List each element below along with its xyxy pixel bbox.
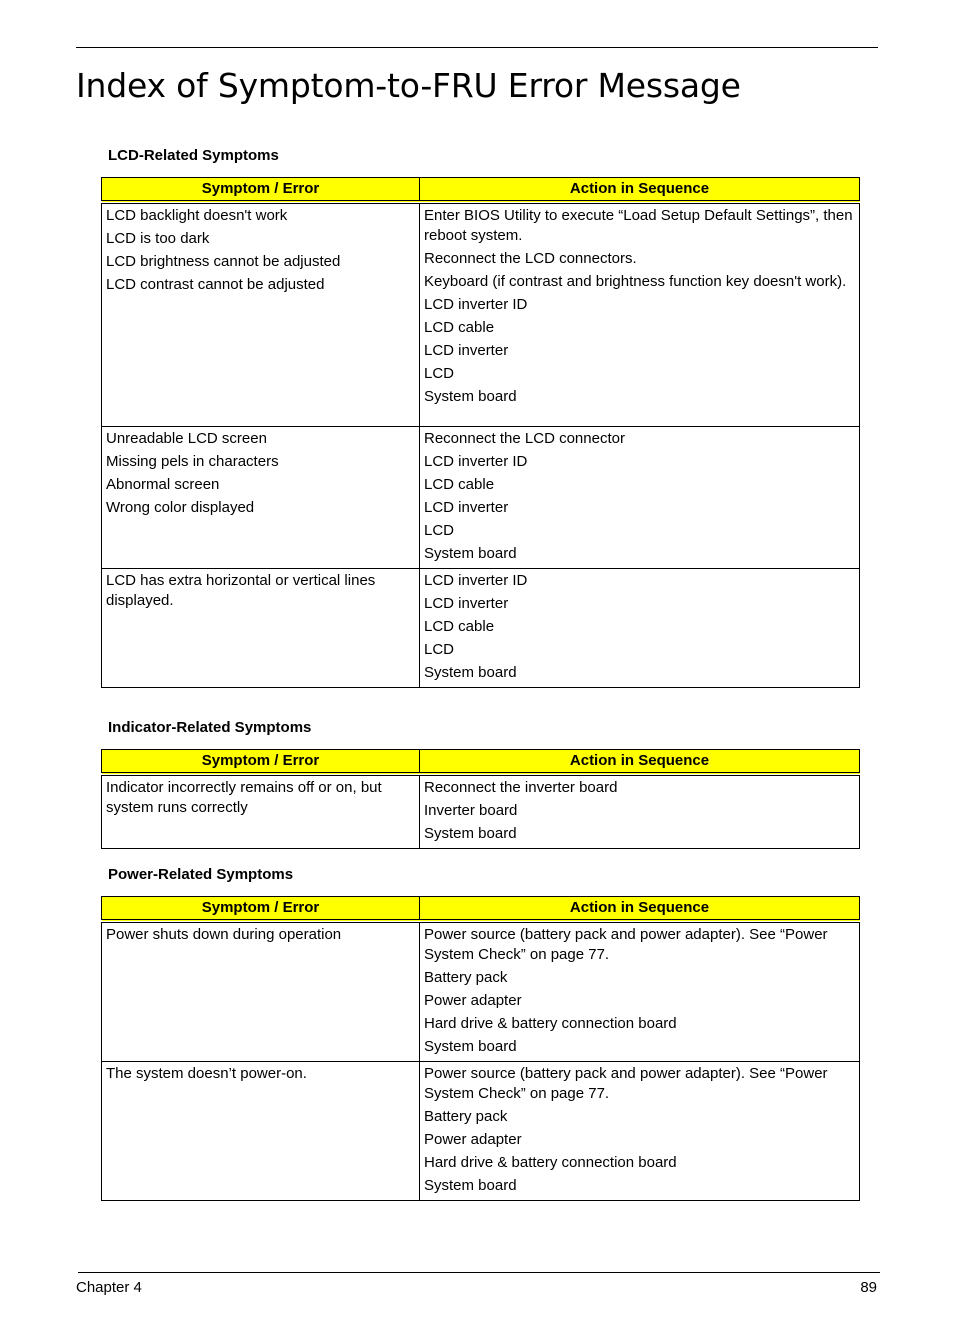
symptom-line: LCD brightness cannot be adjusted xyxy=(106,253,341,270)
symptom-line: Unreadable LCD screen xyxy=(106,429,267,447)
action-line: LCD inverter ID xyxy=(424,571,528,589)
symptom-line: Abnormal screen xyxy=(106,475,220,493)
symptom-line: LCD backlight doesn't work xyxy=(106,207,288,224)
action-line: LCD inverter xyxy=(424,594,509,612)
action-line: Hard drive & battery connection board xyxy=(424,1015,677,1032)
symptom-line: Power shuts down during operation xyxy=(106,926,342,943)
action-cell xyxy=(420,1062,860,1201)
symptom-line: LCD contrast cannot be adjusted xyxy=(106,276,325,293)
footer-rule xyxy=(78,1272,880,1273)
column-header-symptom: Symptom / Error xyxy=(102,897,420,922)
symptom-cell xyxy=(102,426,420,568)
action-cell xyxy=(420,426,860,568)
action-cell xyxy=(420,921,860,1062)
table-row xyxy=(102,921,860,1062)
header-rule xyxy=(76,47,878,48)
symptom-cell xyxy=(102,774,420,849)
action-line: Battery pack xyxy=(424,969,508,986)
column-header-action: Action in Sequence xyxy=(420,897,860,922)
section-title-lcd: LCD-Related Symptoms xyxy=(108,147,279,164)
action-line: System board xyxy=(424,544,517,562)
table-row xyxy=(102,568,860,687)
action-line: LCD xyxy=(424,521,455,539)
symptom-cell xyxy=(102,568,420,687)
action-line: System board xyxy=(424,388,517,405)
column-header-action: Action in Sequence xyxy=(420,178,860,203)
symptom-line: LCD has extra horizontal or vertical lines displayed. xyxy=(106,571,376,609)
action-line: LCD inverter xyxy=(424,498,509,516)
action-line: Reconnect the LCD connector xyxy=(424,429,625,447)
action-line: LCD xyxy=(424,640,455,658)
column-header-symptom: Symptom / Error xyxy=(102,178,420,203)
symptom-line: Wrong color displayed xyxy=(106,498,255,516)
action-line: Power adapter xyxy=(424,992,522,1009)
page-title: Index of Symptom-to-FRU Error Message xyxy=(76,66,741,105)
symptom-cell xyxy=(102,202,420,426)
lcd-symptoms-table xyxy=(101,177,860,688)
symptom-line: Missing pels in characters xyxy=(106,452,279,470)
action-line: LCD cable xyxy=(424,319,495,336)
action-line: System board xyxy=(424,1177,517,1194)
action-line: Reconnect the LCD connectors. xyxy=(424,250,637,267)
action-line: LCD cable xyxy=(424,617,495,635)
section-title-indicator: Indicator-Related Symptoms xyxy=(108,719,312,736)
column-header-symptom: Symptom / Error xyxy=(102,750,420,775)
table-row xyxy=(102,202,860,426)
action-line: Power adapter xyxy=(424,1131,522,1148)
section-title-power: Power-Related Symptoms xyxy=(108,866,294,883)
column-header-action: Action in Sequence xyxy=(420,750,860,775)
action-line: System board xyxy=(424,825,517,842)
symptom-line: The system doesn’t power-on. xyxy=(106,1065,307,1082)
action-cell xyxy=(420,202,860,426)
symptom-cell xyxy=(102,1062,420,1201)
action-cell xyxy=(420,774,860,849)
symptom-cell xyxy=(102,921,420,1062)
power-symptoms-table xyxy=(101,896,860,1201)
action-line: System board xyxy=(424,1038,517,1055)
action-line: System board xyxy=(424,663,517,681)
action-line: Battery pack xyxy=(424,1108,508,1125)
table-row xyxy=(102,774,860,849)
table-row xyxy=(102,426,860,568)
action-line: Power source (battery pack and power adapter). See “Power System Check” on page 77. xyxy=(424,926,828,963)
action-line: LCD inverter ID xyxy=(424,452,528,470)
footer-chapter: Chapter 4 xyxy=(76,1279,142,1296)
action-line: Inverter board xyxy=(424,802,518,819)
action-line: LCD inverter xyxy=(424,342,509,359)
table-row xyxy=(102,1062,860,1201)
symptom-line: Indicator incorrectly remains off or on, but system runs correctly xyxy=(106,779,382,816)
action-line: Power source (battery pack and power adapter). See “Power System Check” on page 77. xyxy=(424,1065,828,1102)
table-header-row xyxy=(102,897,860,922)
action-line: LCD xyxy=(424,365,455,382)
symptom-line: LCD is too dark xyxy=(106,230,210,247)
table-header-row xyxy=(102,750,860,775)
action-line: LCD cable xyxy=(424,475,495,493)
table-header-row xyxy=(102,178,860,203)
action-line: Keyboard (if contrast and brightness function key doesn't work). xyxy=(424,273,847,290)
action-cell xyxy=(420,568,860,687)
action-line: Enter BIOS Utility to execute “Load Setup Default Settings”, then reboot system. xyxy=(424,207,853,244)
action-line: Reconnect the inverter board xyxy=(424,779,618,796)
page-number: 89 xyxy=(860,1279,877,1296)
action-line: LCD inverter ID xyxy=(424,296,528,313)
indicator-symptoms-table xyxy=(101,749,860,849)
action-line: Hard drive & battery connection board xyxy=(424,1154,677,1171)
